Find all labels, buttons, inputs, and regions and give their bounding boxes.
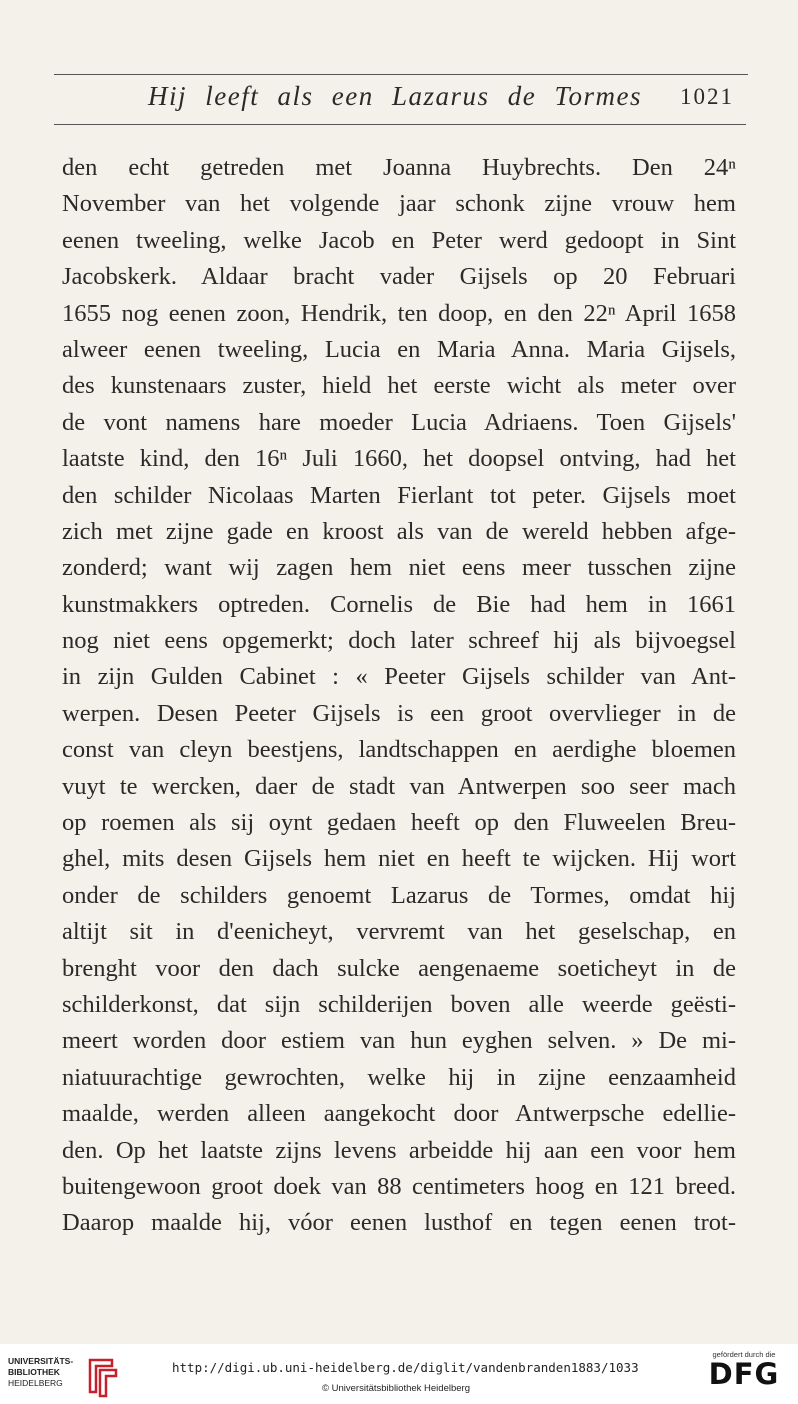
funded-by-label: gefördert durch die <box>712 1350 776 1359</box>
text-line: den schilder Nicolaas Marten Fierlant tot peter. Gijsels moet <box>62 481 736 509</box>
text-line: eenen tweeling, welke Jacob en Peter werd gedoopt in Sint <box>62 226 736 254</box>
text-line: op roemen als sij oynt gedaen heeft op den Fluweelen Breu- <box>62 809 736 837</box>
text-line: buitengewoon groot doek van 88 centimeters hoog en 121 breed. <box>62 1172 736 1200</box>
dfg-logo-text: DFG <box>708 1357 780 1391</box>
text-line: schilderkonst, dat sijn schilderijen boven alle weerde geësti- <box>62 990 736 1018</box>
university-seal-icon <box>82 1354 122 1398</box>
text-line: onder de schilders genoemt Lazarus de Tormes, omdat hij <box>62 881 736 909</box>
institution-line-3: HEIDELBERG <box>8 1378 63 1388</box>
text-line: ghel, mits desen Gijsels hem niet en heeft te wijcken. Hij wort <box>62 845 736 873</box>
header-bottom-rule <box>54 124 746 125</box>
page-number: 1021 <box>680 84 734 109</box>
text-line: alweer eenen tweeling, Lucia en Maria Anna. Maria Gijsels, <box>62 335 736 363</box>
text-line: zich met zijne gade en kroost als van de wereld hebben afge- <box>62 517 736 545</box>
text-line: const van cleyn beestjens, landtschappen en aerdighe bloemen <box>62 736 736 764</box>
source-url-link[interactable]: http://digi.ub.uni-heidelberg.de/diglit/vandenbranden1883/1033 <box>172 1360 639 1375</box>
footer-bar <box>0 1344 798 1404</box>
text-line: den echt getreden met Joanna Huybrechts. Den 24ⁿ <box>62 154 736 181</box>
text-line: meert worden door estiem van hun eyghen selven. » De mi- <box>62 1027 736 1055</box>
text-line: vuyt te wercken, daer de stadt van Antwerpen soo seer mach <box>62 772 736 800</box>
institution-line-1: UNIVERSITÄTS- <box>8 1356 74 1366</box>
text-line: brenght voor den dach sulcke aengenaeme soeticheyt in de <box>62 954 736 982</box>
text-line: nog niet eens opgemerkt; doch later schreef hij als bijvoegsel <box>62 627 736 655</box>
university-library-logo[interactable] <box>8 1356 128 1396</box>
text-line: zonderd; want wij zagen hem niet eens meer tusschen zijne <box>62 554 736 582</box>
university-library-name <box>8 1356 73 1389</box>
header-top-rule <box>54 74 748 75</box>
dfg-funding-logo[interactable] <box>704 1350 784 1389</box>
text-line: Jacobskerk. Aldaar bracht vader Gijsels op 20 Februari <box>62 263 736 291</box>
text-line: werpen. Desen Peeter Gijsels is een groot overvlieger in de <box>62 699 736 727</box>
text-line: maalde, werden alleen aangekocht door Antwerpsche edellie- <box>62 1100 736 1128</box>
text-line: in zijn Gulden Cabinet : « Peeter Gijsels schilder van Ant- <box>62 663 736 691</box>
text-line: den. Op het laatste zijns levens arbeidde hij aan een voor hem <box>62 1136 736 1164</box>
text-line: November van het volgende jaar schonk zijne vrouw hem <box>62 190 736 218</box>
copyright-notice: © Universitätsbibliothek Heidelberg <box>322 1383 470 1394</box>
text-line: de vont namens hare moeder Lucia Adriaens. Toen Gijsels' <box>62 408 736 436</box>
text-line: altijt sit in d'eenicheyt, vervremt van het geselschap, en <box>62 918 736 946</box>
text-line: niatuurachtige gewrochten, welke hij in zijne eenzaamheid <box>62 1063 736 1091</box>
text-line: Daarop maalde hij, vóor eenen lusthof en tegen eenen trot- <box>62 1209 736 1237</box>
text-line: 1655 nog eenen zoon, Hendrik, ten doop, en den 22ⁿ April 1658 <box>62 299 736 327</box>
running-head: Hij leeft als een Lazarus de Tormes <box>148 81 643 111</box>
text-line: kunstmakkers optreden. Cornelis de Bie had hem in 1661 <box>62 590 736 618</box>
text-line: des kunstenaars zuster, hield het eerste wicht als meter over <box>62 372 736 400</box>
institution-line-2: BIBLIOTHEK <box>8 1367 60 1377</box>
text-line: laatste kind, den 16ⁿ Juli 1660, het doopsel ontving, had het <box>62 445 736 473</box>
body-text <box>62 150 736 1242</box>
